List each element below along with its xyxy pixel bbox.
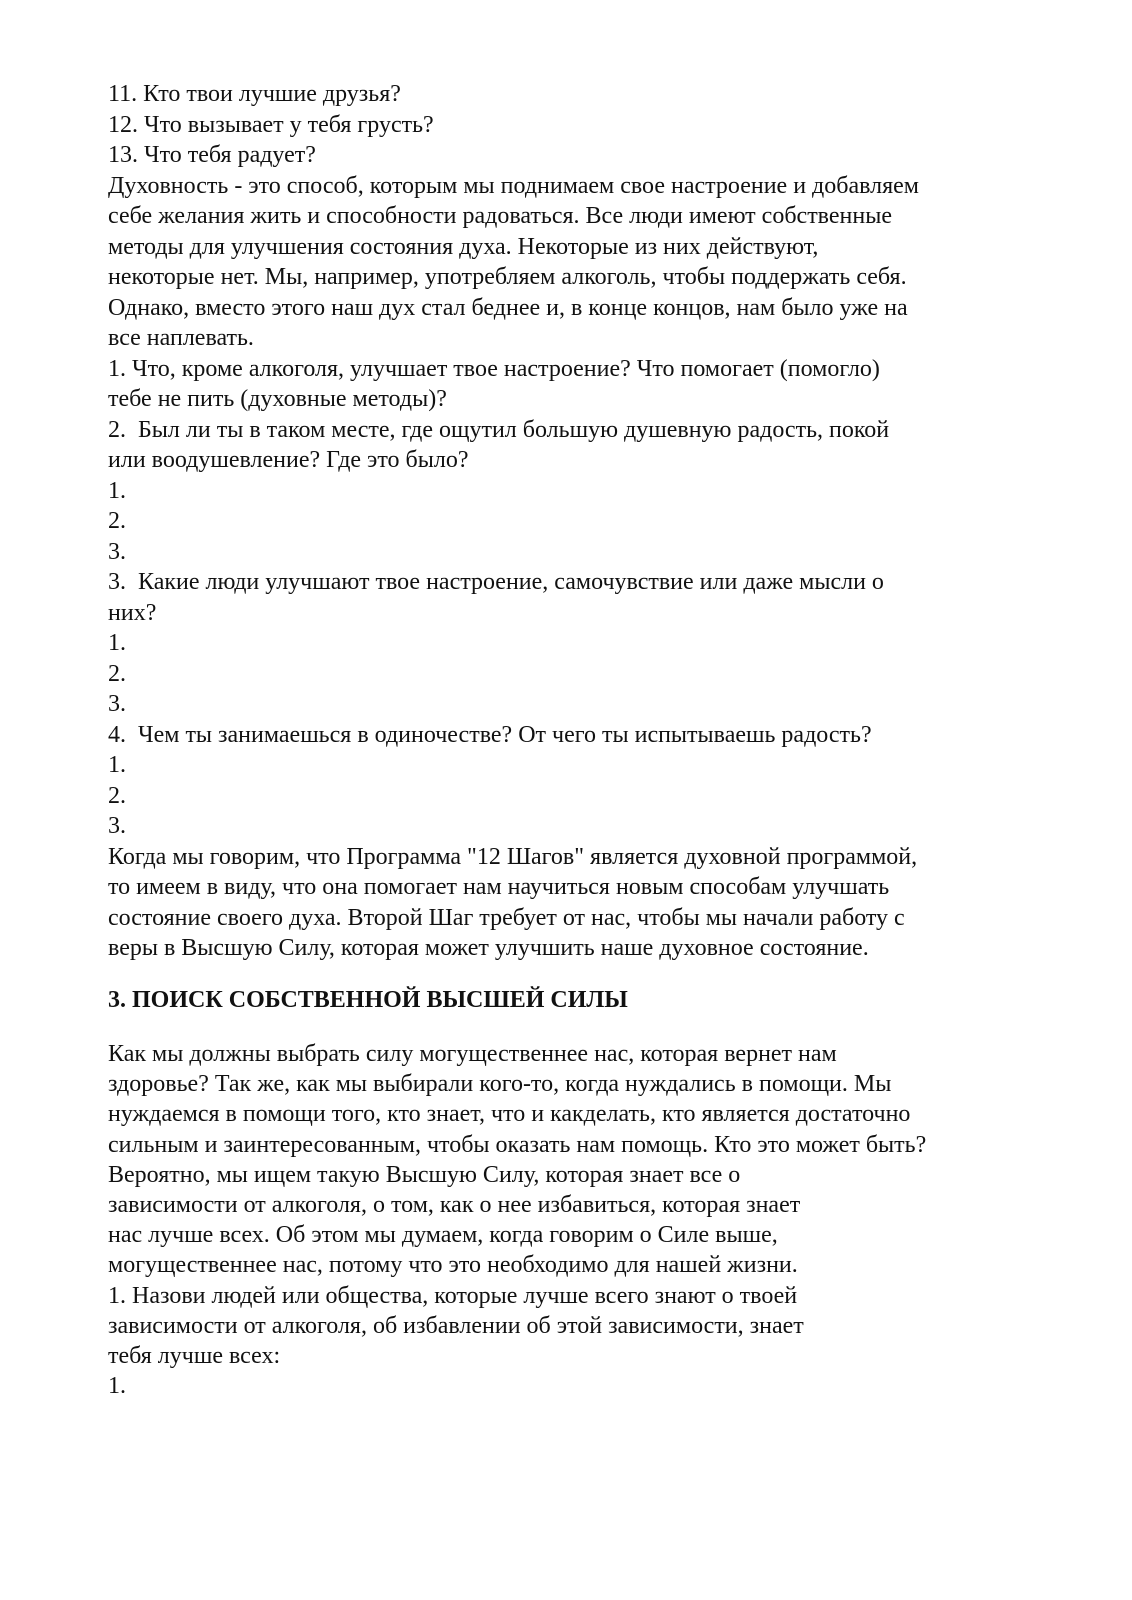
text-line: методы для улучшения состояния духа. Некоторые из них действуют, [108,233,819,260]
text-line: 1. Что, кроме алкоголя, улучшает твое настроение? Что помогает (помогло) [108,355,880,382]
text-line: тебе не пить (духовные методы)? [108,386,447,412]
text-line: 3. [108,691,126,717]
text-line: 3. [108,813,126,839]
text-line: 1. [108,477,126,504]
text-line: Когда мы говорим, что Программа "12 Шагов" является духовной программой, [108,843,918,870]
body-text-block-1 [108,79,1048,964]
section-heading: 3. ПОИСК СОБСТВЕННОЙ ВЫСШЕЙ СИЛЫ [108,987,628,1013]
text-line: них? [108,599,157,626]
text-line: 2. [108,508,126,534]
text-line: 1. Назови людей или общества, которые лучше всего знают о твоей [108,1282,798,1309]
text-line: 2. [108,782,126,809]
text-line: 2. Был ли ты в таком месте, где ощутил большую душевную радость, покой [108,416,890,443]
body-text-block-2 [108,1039,1048,1401]
text-line: 13. Что тебя радует? [108,142,316,168]
text-line: 2. [108,660,126,687]
text-line: Как мы должны выбрать силу могущественнее нас, которая вернет нам [108,1041,837,1067]
text-line: здоровье? Так же, как мы выбирали кого-то, когда нуждались в помощи. Мы [108,1071,892,1098]
text-line: 11. Кто твои лучшие друзья? [108,81,401,107]
text-line: Духовность - это способ, которым мы поднимаем свое настроение и добавляем [108,172,919,199]
text-line: то имеем в виду, что она помогает нам научиться новым способам улучшать [108,874,890,900]
text-line: сильным и заинтересованным, чтобы оказать нам помощь. Кто это может быть? [108,1131,927,1158]
text-line: 1. [108,1373,126,1400]
text-line: Однако, вместо этого наш дух стал беднее и, в конце концов, нам было уже на [108,294,908,321]
text-line: Вероятно, мы ищем такую Высшую Силу, которая знает все о [108,1161,741,1188]
text-line: 1. [108,630,126,656]
text-line: веры в Высшую Силу, которая может улучшить наше духовное состояние. [108,935,869,961]
text-line: 4. Чем ты занимаешься в одиночестве? От чего ты испытываешь радость? [108,721,872,748]
text-line: могущественнее нас, потому что это необходимо для нашей жизни. [108,1252,798,1279]
text-line: все наплевать. [108,325,254,351]
text-line: себе желания жить и способности радоваться. Все люди имеют собственные [108,203,892,229]
text-line: 12. Что вызывает у тебя грусть? [108,111,434,138]
text-line: состояние своего духа. Второй Шаг требует от нас, чтобы мы начали работу с [108,904,905,931]
text-line: 3. [108,538,126,565]
text-line: 3. Какие люди улучшают твое настроение, самочувствие или даже мысли о [108,569,884,595]
text-line: зависимости от алкоголя, о том, как о нее избавиться, которая знает [108,1192,801,1219]
text-line: некоторые нет. Мы, например, употребляем алкоголь, чтобы поддержать себя. [108,264,907,290]
text-line: 1. [108,752,126,778]
text-line: нуждаемся в помощи того, кто знает, что и какделать, кто является достаточно [108,1101,911,1128]
text-line: зависимости от алкоголя, об избавлении об этой зависимости, знает [108,1312,804,1339]
text-line: тебя лучше всех: [108,1343,281,1370]
text-line: или воодушевление? Где это было? [108,447,469,473]
text-line: нас лучше всех. Об этом мы думаем, когда говорим о Силе выше, [108,1222,778,1249]
